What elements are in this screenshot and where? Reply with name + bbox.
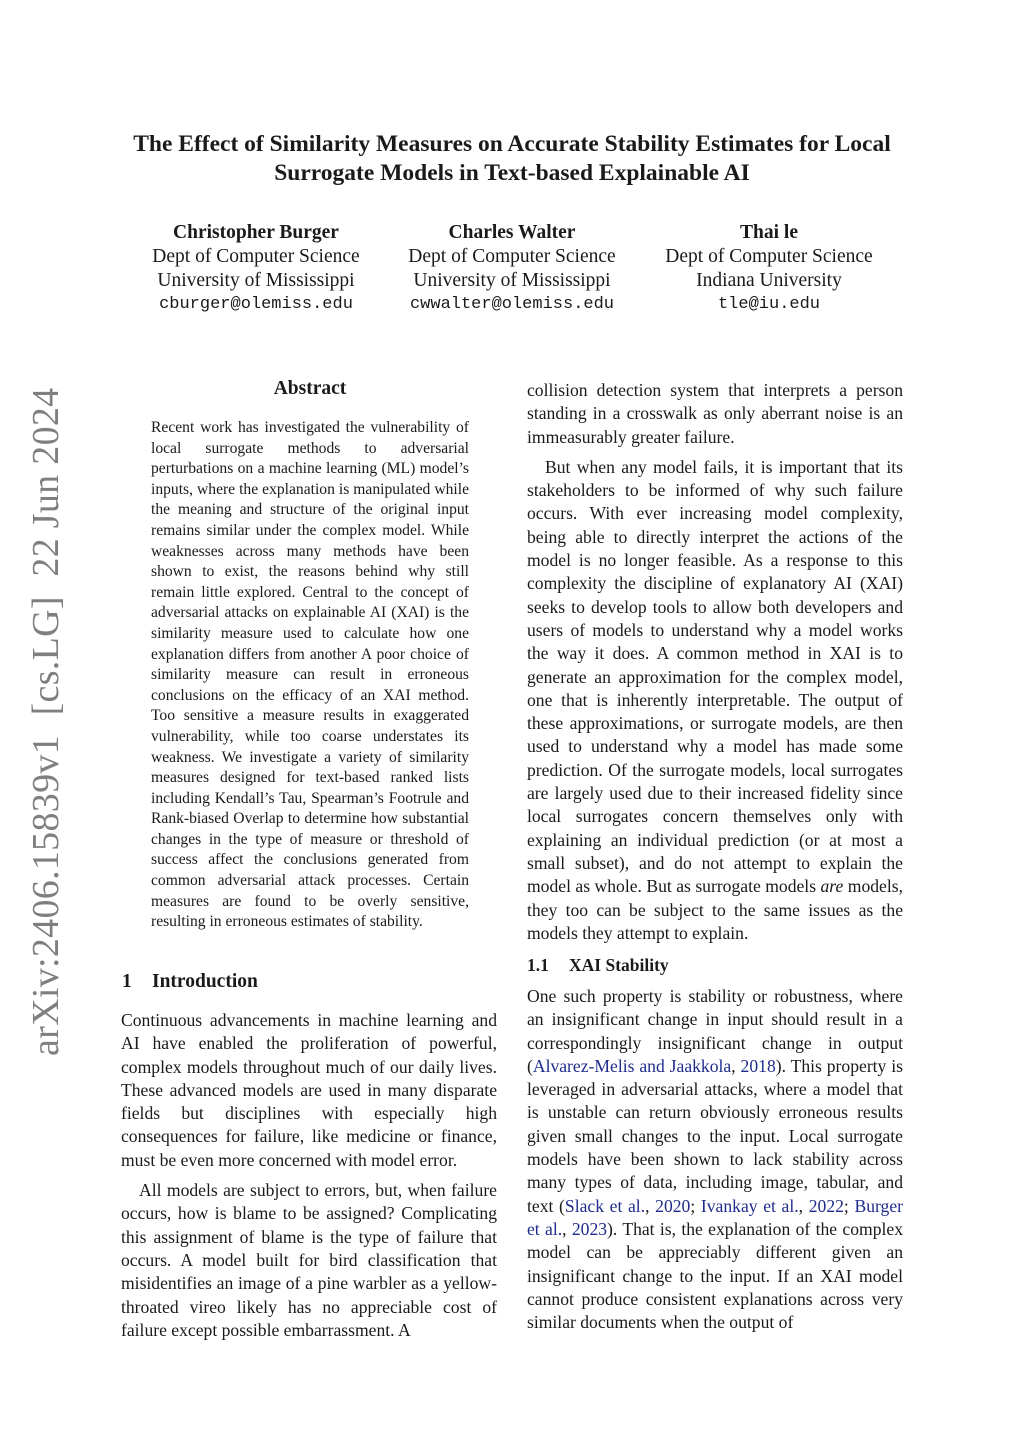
title-line-1: The Effect of Similarity Measures on Accurate Stability Estimates for Local <box>133 131 891 157</box>
author-dept: Dept of Computer Science <box>408 246 616 267</box>
text-run: , <box>798 1195 809 1216</box>
text-run: One such property is stability or robustness, where an insignificant change in input should result in a correspondingly insignificant change in output ( <box>527 986 903 1076</box>
author-name: Thai le <box>740 222 798 243</box>
author-email[interactable]: cburger@olemiss.edu <box>159 295 353 314</box>
text-run: , <box>562 1218 572 1239</box>
author-university: University of Mississippi <box>413 270 611 291</box>
subsection-heading-xai-stability <box>527 955 669 976</box>
abstract-heading: Abstract <box>273 378 347 399</box>
citation-link[interactable]: 2022 <box>808 1195 844 1216</box>
citation-link[interactable]: 2018 <box>740 1055 776 1076</box>
xai-stability-body <box>527 985 903 1334</box>
section-number: 1 <box>122 971 132 992</box>
abstract-text: Recent work has investigated the vulnerability of local surrogate methods to adversarial perturbations on a machine learning (ML) model’s inputs, where the explanation is manipulated while the meaning and structure of the original input remains similar under the complex model. While weaknesses across many methods have been shown to exist, the reasons behind why still remain little explored. Central to the concept of adversarial attacks on explainable AI (XAI) is the similarity measure used to calculate how one explanation differs from another A poor choice of similarity measure can result in erroneous conclusions on the efficacy of an XAI method. Too sensitive a measure results in exaggerated vulnerability, while too coarse understates its weakness. We investigate a variety of similarity measures designed for text-based ranked lists including Kendall’s Tau, Spearman’s Footrule and Rank-biased Overlap to determine how substantial changes in the type of measure or threshold of success affect the conclusions generated from common adversarial attack processes. Certain measures are found to be overly sensitive, resulting in erroneous estimates of stability. <box>151 419 469 931</box>
text-run: ). This property is leveraged in adversarial attacks, where a model that is unstable can return obviously erroneous results given small changes to the input. Local surrogate models have been shown to lack stability across many types of data, including image, tabular, and text ( <box>527 1055 903 1216</box>
paragraph: collision detection system that interprets a person standing in a crosswalk as only aberrant noise is an immeasurably greater failure. <box>527 380 903 447</box>
paper-title <box>110 130 914 188</box>
paragraph-text: But when any model fails, it is important that its stakeholders to be informed of why such failure occurs. With ever increasing model complexity, being able to directly interpret the actions of the model is no longer feasible. As a response to this complexity the discipline of explanatory AI (XAI) seeks to develop tools to allow both developers and users of models to understand why a model works the way it does. A common method in XAI is to generate an approximation for the complex model, one that is inherently interpretable. The output of these approximations, or surrogate models, are then used to understand why a model has made some prediction. Of the surrogate models, local surrogates are largely used due to their increased fidelity since local surrogates concern themselves only with explaining an individual prediction (or at most a small subset), and do not attempt to explain the model as whole. But as surrogate models <box>527 456 903 897</box>
author-block-1 <box>126 221 386 317</box>
arxiv-identifier: arXiv:2406.15839v1 [cs.LG] 22 Jun 2024 <box>25 387 67 1056</box>
author-block-2 <box>382 221 642 317</box>
citation-link[interactable]: 2020 <box>655 1195 691 1216</box>
subsection-title: XAI Stability <box>569 955 669 975</box>
paragraph: Continuous advancements in machine learning and AI have enabled the proliferation of powerful, complex models throughout much of our daily lives. These advanced models are used in many disparate fields but disciplines with especially high consequences for failure, like medicine or finance, must be even more concerned with model error. <box>121 1010 497 1170</box>
author-dept: Dept of Computer Science <box>152 246 360 267</box>
text-run: ; <box>843 1195 855 1216</box>
author-university: University of Mississippi <box>157 270 355 291</box>
text-run: , <box>731 1055 741 1076</box>
author-email[interactable]: tle@iu.edu <box>717 295 821 314</box>
subsection-number: 1.1 <box>527 955 549 975</box>
citation-link[interactable]: 2023 <box>571 1218 608 1239</box>
introduction-body <box>121 1009 497 1342</box>
right-column-body <box>527 379 903 945</box>
author-name: Christopher Burger <box>173 222 339 243</box>
title-line-2: Surrogate Models in Text-based Explainable AI <box>274 160 750 186</box>
text-run: , <box>645 1195 656 1216</box>
author-block-3 <box>639 221 899 317</box>
author-university: Indiana University <box>696 270 842 291</box>
citation-link[interactable]: Alvarez-Melis and Jaakkola <box>532 1055 732 1076</box>
author-dept: Dept of Computer Science <box>665 246 873 267</box>
author-email[interactable]: cwwalter@olemiss.edu <box>409 295 615 314</box>
citation-link[interactable]: Ivankay et al. <box>700 1195 799 1216</box>
paragraph: All models are subject to errors, but, when failure occurs, how is blame to be assigned? Complicating this assignment of blame is the type of failure that occurs. A model built for bird classification that misidentifies an image of a pine warbler as a yellow-throated vireo likely has no appreciable cost of failure except possible embarrassment. A <box>121 1180 497 1340</box>
paragraph <box>527 456 903 945</box>
text-run: ; <box>690 1195 701 1216</box>
text-run: ). That is, the explanation of the complex model can be appreciably different given an insignificant change to the input. If an XAI model cannot produce consistent explanations across very similar documents when the output of <box>527 1218 903 1333</box>
citation-link[interactable]: Burger et al. <box>527 1195 903 1239</box>
section-title: Introduction <box>152 971 258 992</box>
author-name: Charles Walter <box>448 222 576 243</box>
paragraph-text: models, they too can be subject to the same issues as the models they attempt to explain. <box>527 876 903 943</box>
section-heading-introduction <box>122 971 258 993</box>
paragraph <box>527 985 903 1334</box>
emphasis-text: are <box>820 876 844 897</box>
citation-link[interactable]: Slack et al. <box>564 1195 646 1216</box>
